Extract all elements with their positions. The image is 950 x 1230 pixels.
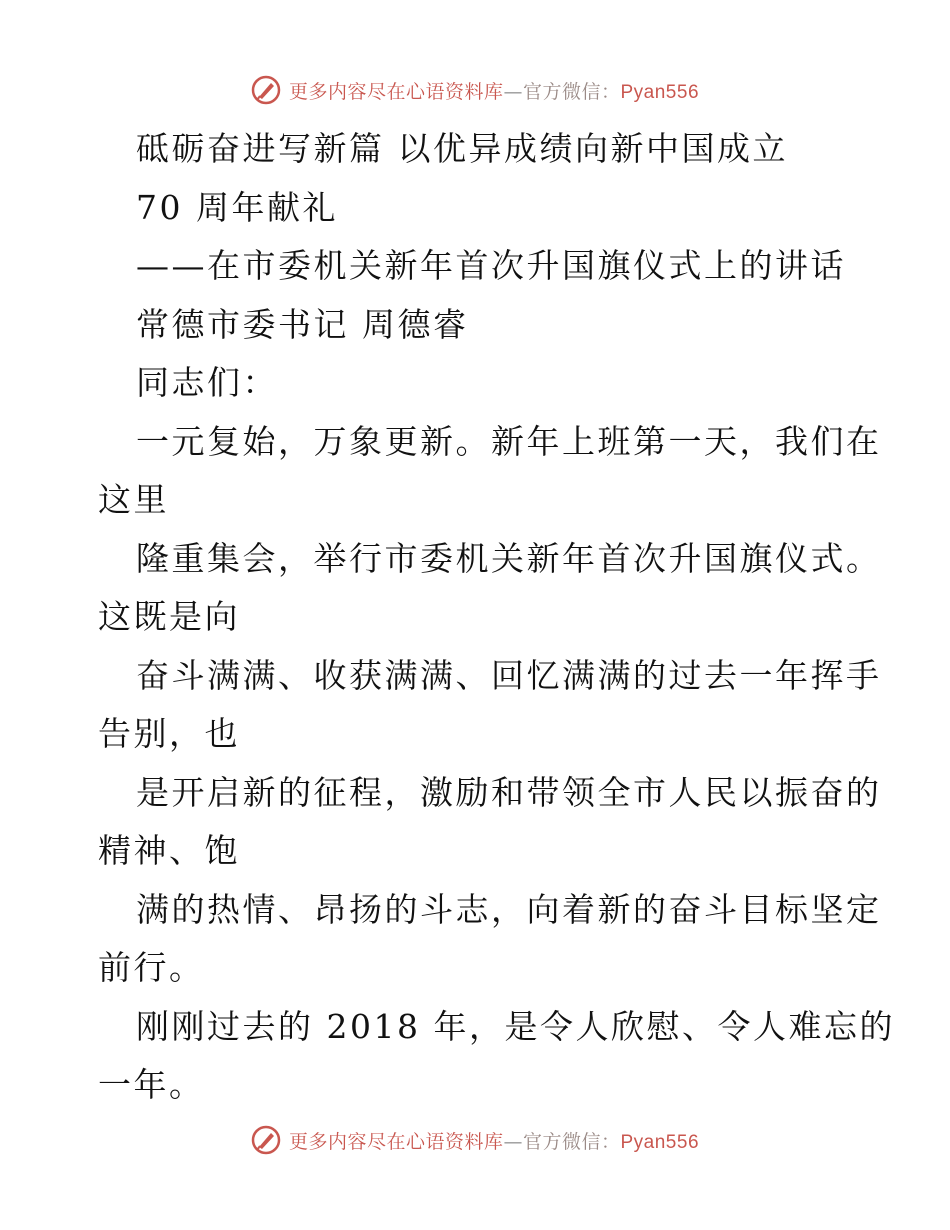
watermark-separator: — [503,80,523,103]
watermark-wechat-id: Pyan556 [620,81,700,103]
footer-watermark [0,1120,950,1160]
doc-title-line-2: 70 周年献礼 [136,187,338,227]
watermark-main: 更多内容尽在心语资料库 [288,1130,504,1153]
doc-paragraph-line: 这既是向 [98,597,240,636]
doc-paragraph-line: 奋斗满满、收获满满、回忆满满的过去一年挥手 [136,655,882,695]
doc-paragraph-line: 告别，也 [98,714,240,753]
header-watermark [0,70,950,110]
doc-author: 常德市委书记 周德睿 [136,304,469,344]
watermark-main: 更多内容尽在心语资料库 [288,80,504,103]
quill-logo-icon [251,75,281,105]
doc-paragraph-line: 是开启新的征程，激励和带领全市人民以振奋的 [136,772,882,812]
watermark-separator: — [503,1130,523,1153]
doc-paragraph-line: 一元复始，万象更新。新年上班第一天，我们在 [136,421,882,461]
doc-subtitle: ——在市委机关新年首次升国旗仪式上的讲话 [136,246,846,285]
watermark-label: 官方微信： [522,1130,621,1153]
watermark-text [289,77,699,104]
doc-paragraph-line: 满的热情、昂扬的斗志，向着新的奋斗目标坚定 [136,889,882,929]
watermark-text [289,1127,699,1154]
doc-paragraph-line: 前行。 [98,948,205,987]
doc-paragraph-line: 这里 [98,480,169,519]
quill-logo-icon [251,1125,281,1155]
doc-paragraph-line: 一年。 [98,1065,205,1104]
doc-title-line-1: 砥砺奋进写新篇 以优异成绩向新中国成立 [136,129,788,168]
doc-salutation: 同志们： [136,363,278,402]
doc-paragraph-line: 精神、饱 [98,831,240,870]
watermark-label: 官方微信： [522,80,621,103]
doc-paragraph-line: 隆重集会，举行市委机关新年首次升国旗仪式。 [136,538,882,578]
doc-paragraph-line: 刚刚过去的 2018 年，是令人欣慰、令人难忘的 [136,1006,895,1046]
document-body [98,120,895,1115]
watermark-wechat-id: Pyan556 [620,1131,700,1153]
